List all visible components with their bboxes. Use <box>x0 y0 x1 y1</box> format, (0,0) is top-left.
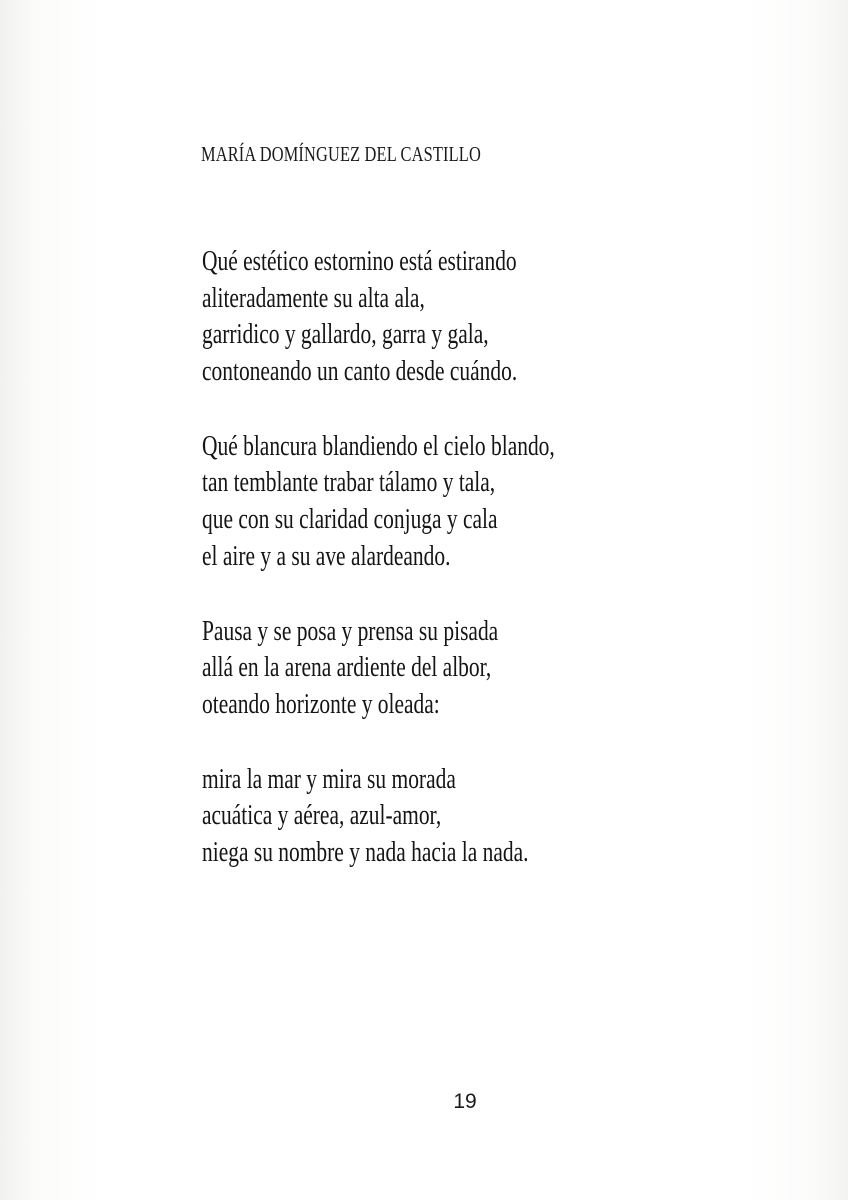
stanza-2 <box>202 428 762 575</box>
poem-line: niega su nombre y nada hacia la nada. <box>202 835 529 868</box>
stanza-4 <box>202 761 762 871</box>
poem-line: allá en la arena ardiente del albor, <box>202 651 492 684</box>
poem-line: mira la mar y mira su morada <box>202 762 456 795</box>
poem <box>202 243 762 909</box>
stanza-3 <box>202 613 762 723</box>
poem-line: Qué estético estornino está estirando <box>202 245 517 277</box>
poem-line: tan temblante trabar tálamo y tala, <box>202 466 496 499</box>
poem-line: Qué blancura blandiendo el cielo blando, <box>202 429 555 462</box>
poem-line: acuática y aérea, azul-amor, <box>202 799 442 832</box>
poem-line: contoneando un canto desde cuándo. <box>202 355 518 388</box>
page-number: 19 <box>453 1090 477 1113</box>
author-header: MARÍA DOMÍNGUEZ DEL CASTILLO <box>201 142 481 166</box>
poem-line: Pausa y se posa y prensa su pisada <box>202 614 499 647</box>
poem-line: oteando horizonte y oleada: <box>202 687 440 720</box>
poem-line: garridico y gallardo, garra y gala, <box>202 318 489 351</box>
poem-line: que con su claridad conjuga y cala <box>202 503 498 536</box>
stanza-1 <box>202 243 762 390</box>
poem-line: aliteradamente su alta ala, <box>202 281 425 314</box>
poem-line: el aire y a su ave alardeando. <box>202 539 451 572</box>
